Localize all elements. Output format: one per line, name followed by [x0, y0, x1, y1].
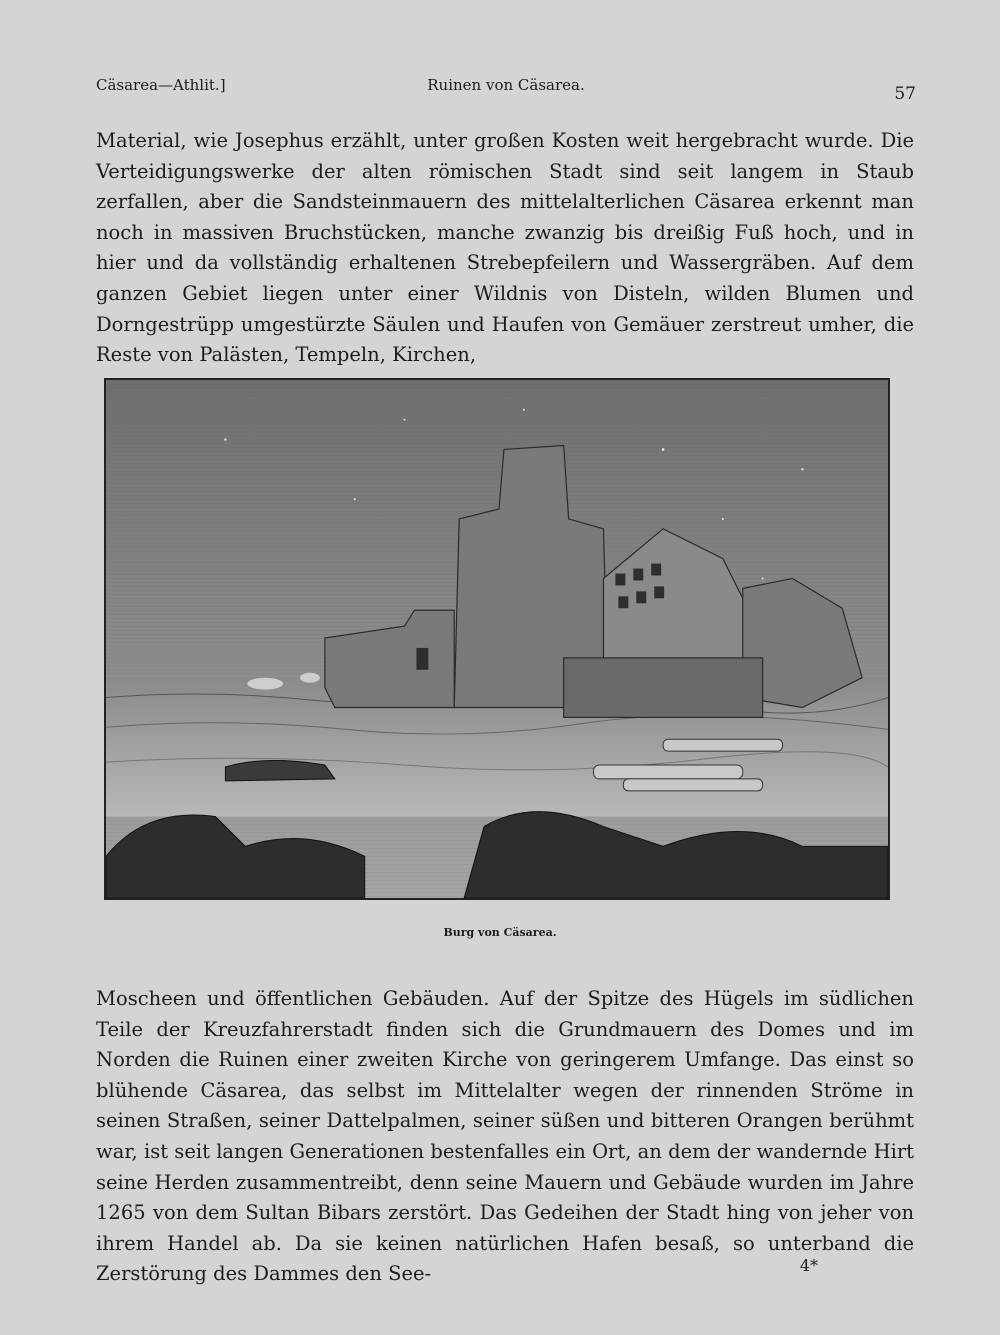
running-header	[96, 76, 916, 106]
header-section-title: Cäsarea—Athlit.]	[96, 76, 226, 94]
paragraph-top: Material, wie Josephus erzählt, unter großen Kosten weit hergebracht wurde. Die Verteidigungswerke der alten römischen Stadt sind seit langem in Staub zerfallen, aber die Sandsteinmauern des mittelalterlichen Cäsarea erkennt man noch in massiven Bruchstücken, manche zwanzig bis dreißig Fuß hoch, und in hier und da vollständig erhaltenen Strebepfeilern und Wassergräben. Auf dem ganzen Gebiet liegen unter einer Wildnis von Disteln, wilden Blumen und Dorngestrüpp umgestürzte Säulen und Haufen von Gemäuer zerstreut umher, die Reste von Palästen, Tempeln, Kirchen,	[96, 129, 914, 367]
castle-ruins-engraving	[106, 380, 888, 898]
page-number: 57	[894, 84, 916, 104]
engraving-illustration	[104, 378, 890, 900]
paragraph-bottom: Moscheen und öffentlichen Gebäuden. Auf der Spitze des Hügels im südlichen Teile der Kreuzfahrerstadt finden sich die Grundmauern des Domes und im Norden die Ruinen einer zweiten Kirche von geringerem Umfange. Das einst so blühende Cäsarea, das selbst im Mittelalter wegen der rinnenden Ströme in seinen Straßen, seiner Dattelpalmen, seiner süßen und bitteren Orangen berühmt war, ist seit langen Generationen bestenfalles ein Ort, an dem der wandernde Hirt seine Herden zusammentreibt, denn seine Mauern und Gebäude wurden im Jahre 1265 von dem Sultan Bibars zerstört. Das Gedeihen der Stadt hing von jeher von ihrem Handel ab. Da sie keinen natürlichen Hafen besaß, so unterband die Zerstörung des Dammes den See-	[96, 987, 914, 1286]
signature-mark: 4*	[799, 1256, 818, 1275]
header-chapter-title: Ruinen von Cäsarea.	[427, 76, 585, 94]
figure-caption: Burg von Cäsarea.	[443, 926, 557, 939]
